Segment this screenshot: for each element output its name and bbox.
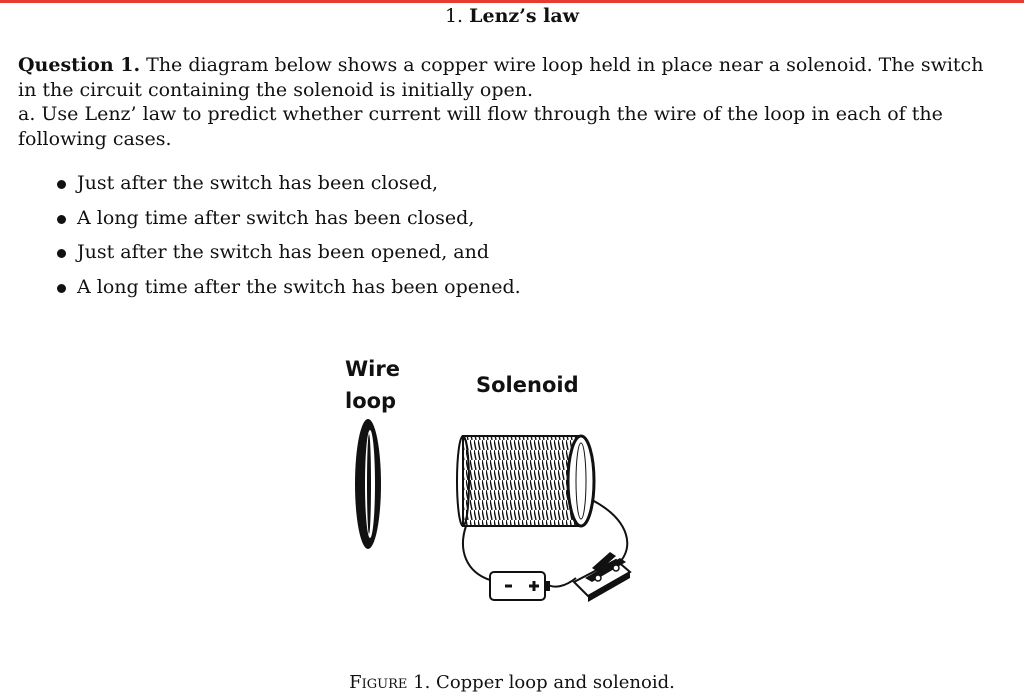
figure-diagram [330,350,660,622]
question-block [18,53,998,151]
section-number: 1. [444,5,464,27]
case-item: A long time after switch has been closed, [55,206,521,241]
case-item: Just after the switch has been opened, and [55,240,521,275]
question-text: The diagram below shows a copper wire loop held in place near a solenoid. The switch in the circuit containing the solenoid is initially open. [18,54,984,101]
wire-loop-label-line1: Wire [345,357,400,381]
section-title: Lenz’s law [469,5,580,27]
question-part-a: a. Use Lenz’ law to predict whether current will flow through the wire of the loop in each of the following cases. [18,103,943,150]
caption-number: 1. [413,672,431,693]
cases-list [55,171,521,310]
wire-loop-label-line2: loop [345,389,397,413]
circuit-wire-left [463,526,490,580]
wire-loop-icon [355,419,381,549]
case-item: A long time after the switch has been opened. [55,275,521,310]
question-label: Question 1. [18,54,141,76]
top-rule [0,0,1024,3]
caption-text: Copper loop and solenoid. [436,672,675,693]
solenoid-icon [457,436,594,526]
solenoid-label: Solenoid [476,373,579,397]
battery-icon [490,572,550,600]
case-item: Just after the switch has been closed, [55,171,521,206]
caption-prefix: Figure [349,672,408,693]
figure-caption [0,672,1024,694]
switch-icon [574,552,630,602]
section-heading [0,4,1024,28]
